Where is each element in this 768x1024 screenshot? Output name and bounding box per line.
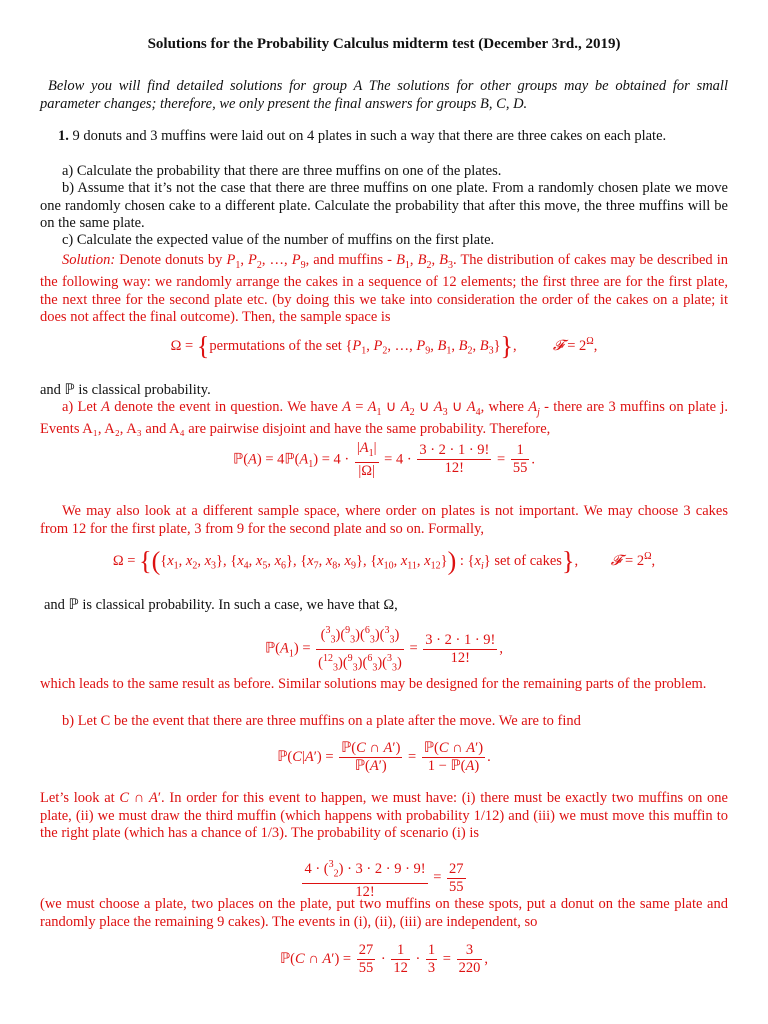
classical-prob-1: and ℙ is classical probability. [40, 382, 211, 398]
scenario-i-eq: $\frac{4 \cdot (^3_2) \cdot 3 \cdot 2 \cdot 9 \cdot 9!}{12!}$ = $\frac{27}{55}$ [0, 856, 768, 901]
sample-space-eq1: Ω = {permutations of the set {$P_1$, $P_2$, …, $P_9$, $B_1$, $B_2$, $B_3$}}, 𝓕 = $2^\Omega$, [170, 331, 598, 361]
solution-b: b) Let C be the event that there are three muffins on a plate after the move. We are to find [62, 713, 581, 729]
solution-text: The distribution of cakes may be described in the following way: we randomly arrange the cakes in a sequence of 12 elements; the first three are for the first plate, the next three for the second plate etc. (by doing this we take into consideration the order of the cakes on a plate; it does not affect the final outcome). Then, the sample space is [40, 252, 729, 326]
intro-paragraph: Below you will find detailed solutions for group A The solutions for other groups may be obtained for small parameter changes; therefore, we only present the final answers for groups B, C, D. [40, 78, 728, 112]
solution-paragraph: Solution: Denote donuts by $P_1$, $P_2$, …, $P_9$, and muffins - $B_1$, $B_2$, $B_3$. The distribution of cakes may be described in the following way: we randomly arrange the cakes in a sequence of 12 elements; the first three are for the first plate, the next three for the second plate etc. (by doing this we take into consideration the order of the cakes on a plate; it does not affect the final outcome). Then, the sample space is [40, 252, 729, 326]
conditional-eq: ℙ(C|A′) = $\frac{\text{ℙ(C ∩ A′)}}{\text{ℙ(A′)}}$ = $\frac{\text{ℙ(C ∩ A′)}}{\text{1 − ℙ(A)}}$ . [277, 740, 491, 774]
eq1-text: permutations of the set [209, 337, 342, 354]
problem-statement [40, 128, 728, 146]
lets-look-text: In order for this event to happen, we must have: (i) there must be exactly two muffins on one plate, (ii) we must draw the third muffin (which happens with probability 1/12) and (iii) we must move this muffin to the right plate (which has a chance of 1/3). The probability of scenario (i) is [40, 790, 728, 841]
solution-a: a) Let A denote the event in question. We have $A = A_1$ ∪ $A_2$ ∪ $A_3$ ∪ $A_4$, where $A_j$ - there are 3 muffins on plate j. Events A₁, A₂, A₃ and A₄ are pairwise disjoint and have the same probability. Therefore, [40, 399, 729, 438]
final-eq: ℙ(C ∩ A′) = $\frac{27}{55}$ · $\frac{1}{12}$ · $\frac{1}{3}$ = $\frac{3}{220}$ , [280, 942, 488, 976]
problem-number: 1. [58, 128, 69, 144]
classical-prob-2: and ℙ is classical probability. In such a case, we have that Ω, [44, 597, 398, 613]
part-c: c) Calculate the expected value of the number of muffins on the first plate. [62, 232, 495, 248]
leads-paragraph: which leads to the same result as before. Similar solutions may be designed for the remaining parts of the problem. [40, 676, 707, 692]
lets-look-paragraph: Let’s look at C ∩ A′. In order for this event to happen, we must have: (i) there must be exactly two muffins on one plate, (ii) we must draw the third muffin (which happens with probability 1/12) and (iii) we must move this muffin to the right plate (which has a chance of 1/3). The probability of scenario (i) is [40, 790, 728, 841]
solution-label: Solution: [62, 252, 116, 268]
part-b: b) Assume that it’s not the case that there are three muffins on one plate. From a randomly chosen plate we move one randomly chosen cake to a different plate. Calculate the probability that after this move, the three muffins will be on the same plate. [40, 180, 728, 231]
solution-a-text: - there are 3 muffins on plate j. Events A₁, A₂, A₃ and A₄ are pairwise disjoint and have the same probability. Therefore, [40, 399, 729, 438]
document-title: Solutions for the Probability Calculus midterm test (December 3rd., 2019) [147, 36, 621, 52]
part-a: a) Calculate the probability that there are three muffins on one of the plates. [62, 163, 502, 179]
alt-sample-space: We may also look at a different sample space, where order on plates is not important. We may choose 3 cakes from 12 for the first plate, 3 from 9 for the second plate and so on. Formally, [40, 503, 728, 537]
problem-text: 9 donuts and 3 muffins were laid out on 4 plates in such a way that there are three cakes on each plate. [72, 128, 667, 144]
choose-paragraph: (we must choose a plate, two places on the plate, put two muffins on these spots, put a donut on the same plate and randomly place the remaining 9 cakes). The events in (i), (ii), (iii) are independent, so [40, 896, 728, 930]
prob-a1-eq: $ℙ(A_1)$ = $\frac{(^3_3)(^9_3)(^6_3)(^3_3)}{(^{12}_3)(^9_3)(^6_3)(^3_3)}$ = $\frac{3 \cdot 2 \cdot 1 \cdot 9!}{12!}$ , [0, 622, 768, 676]
eq3-text: set of cakes [494, 552, 562, 569]
sample-space-eq2: $\Omega = \{(\{x_1$, $x_2$, $x_3$}, {$x_4$, $x_5$, $x_6$}, {$x_7$, $x_8$, $x_9$}, {$x_{10}$, $x_{11}$, $x_{12}$}) : $\{x_i\}$ set of cakes}, 𝓕 = $2^\Omega$, [112, 546, 656, 576]
prob-a-eq: ℙ(A) = $4ℙ(A_1) = 4$ · $\frac{|A_1|}{|\Omega|}$ = 4 · $\frac{3 \cdot 2 \cdot 1 \cdot 9!}{12!}$ = $\frac{1}{55}$ . [233, 440, 535, 479]
